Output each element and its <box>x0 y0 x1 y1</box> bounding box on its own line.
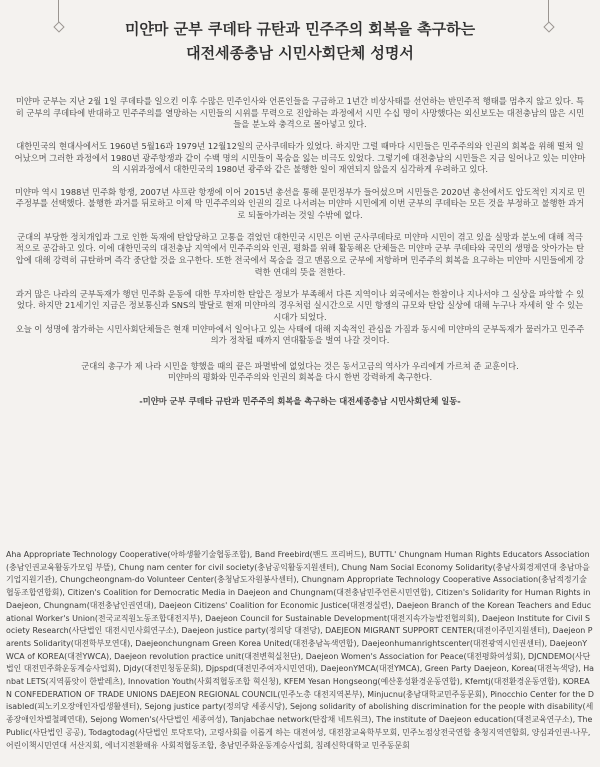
title-line-2: 대전세종충남 시민사회단체 성명서 <box>186 44 414 62</box>
statement-title <box>0 17 600 65</box>
paragraph-2: 대한민국의 현대사에서도 1960년 5월16과 1979년 12월12일의 군사쿠데타가 있었다. 하지만 그럴 때마다 시민들은 민주주의와 인권의 회복을 위해 떨쳐 일어났으며 그러한 과정에서 1980년 광주항쟁과 같이 수백 명의 시민들이 목숨을 잃는 비극도 있었다. 그렇기에 대전충남의 시민들은 지금 일어나고 있는 미얀마의 시위과정에서 대한민국의 1980년 광주와 같은 불행한 일이 재연되지 않을지 심각하게 우려하고 있다. <box>14 141 586 175</box>
participating-organizations: Aha Appropriate Technology Cooperative(아하생활기술협동조합), Band Freebird(밴드 프리버드), BUTTL' Chungnam Human Rights Educators Association(충남인권교육활동가모임 부뜰), Chung nam center for civil society(충남공익활동지원센터), Chung Nam Social Economy Solidarity(충남사회경제연대 충남마을기업지원기관), Chungcheongnam-do Volunteer Center(충청남도자원봉사센터), Chungnam Appropriate Technology Cooperative Association(충남적정기술협동조합연합회), Citizen's Coalition for Democratic Media in Daejeon and Chungnam(대전충남민주언론시민연합), Citizen's Solidarity for Human Rights in Daejeon, Chungnam(대전충남인권연대), Daejeon Citizens' Coalition for Economic Justice(대전경실련), Daejeon Branch of the Korean Teachers and Educational Worker's Union(전국교직원노동조합대전지부), Daejeon Council for Sustainable Development(대전지속가능발전협의회), Daejeon Institute for Civil Society Research(사단법인 대전시민사회연구소), Daejeon justice party(정의당 대전당), DAEJEON MIGRANT SUPPORT CENTER(대전이주민지원센터), Daejeon Parents Solidarity(대전학부모연대), Daejeonchungnam Green Korea United(대전충남녹색연합), Daejeonhumanrightscenter(대전광역시인권센터), DaejeonYWCA of KOREA(대전YWCA), Daejeon revolution practice unit(대전변혁실천단), Daejeon Women's Association for Peace(대전평화여성회), DJCNDEMO(사단법인 대전민주화운동계승사업회), Djdy(대전민청동문회), Djpspd(대전민주여자시민연대), DaejeonYMCA(대전YMCA), Green Party Daejeon, Korea(대전녹색당), Hanbat LETS(지역품앗이 한밭레츠), Innovation Youth(사회적협동조합 혁신청), KFEM Yesan Hongseong(예산홍성환경운동연합), Kfemtj(대전환경운동연합), KOREAN CONFEDERATION OF TRADE UNIONS DAEJEON REGIONAL COUNCIL(민주노총 대전지역본부), Minjucnu(충남대학교민주동문회), Pinocchio Center for the Disabled(피노키오장애인자립생활센터), Sejong justice party(정의당 세종시당), Sejong solidarity of abolishing discrimination for the people with disability(세종장애인차별철폐연대), Sejong Women's(사단법인 세종여성), Tanjabchae network(탄잡채 네트워크), The institute of Daejeon education(대전교육연구소), The Public(사단법인 공공), Todagtodag(사단법인 토닥토닥), 고령사회를 이롭게 하는 대전여성, 대전참교육학부모회, 민주노점상전국연합 충청지역연합회, 양심과인권-나무, 어린이책시민연대 서산지회, 에너지전환해유 사회적협동조합, 충남민주화운동계승사업회, 침례신학대학교 민주동문회 <box>6 550 594 750</box>
paragraph-3: 미얀마 역시 1988년 민주화 항쟁, 2007년 샤프란 항쟁에 이어 2015년 총선을 통해 문민정부가 들어섰으며 시민들은 2020년 총선에서도 압도적인 지지로 민주정부를 선택했다. 불행한 과거를 뒤로하고 이제 막 민주주의와 인권의 길로 나서려는 미얀마 시민에게 이번 군부의 쿠데타는 모든 것을 부정하고 불행한 과거로 되돌아가려는 것일 수밖에 없다. <box>14 186 585 220</box>
signature-line: -미얀마 군부 쿠데타 규탄과 민주주의 회복을 촉구하는 대전세종충남 시민사회단체 일동- <box>139 395 461 406</box>
paragraph-5: 과거 많은 나라의 군부독재가 행던 민주화 운동에 대한 무자비한 탄압은 정보가 부족해서 다른 지역이나 외국에서는 한참이나 지나서야 그 실상을 파악할 수 있었다. 하지만 21세기인 지금은 정보통신과 SNS의 발달로 현재 미얀마의 경우처럼 실시간으로 시민 항쟁의 규모와 탄압 실상에 대해 누구나 자세히 알 수 있는 시대가 되었다. <box>15 288 585 322</box>
paragraph-4: 군대의 부당한 정치개입과 그로 인한 독재에 탄압당하고 고통을 겪었던 대한민국 시민은 이번 군사쿠데타로 미얀마 시민이 겪고 있을 실망과 분노에 대해 적극적으로 공감하고 있다. 이에 대한민국의 대전충남 지역에서 민주주의와 인권, 평화를 위해 활동해온 단체들은 미얀마 군부 쿠데타와 국민의 생명을 앗아가는 탄압에 대해 강력히 규탄하며 즉각 중단할 것을 요구한다. 또한 전국에서 목숨을 걸고 맨몸으로 군부에 저항하며 민주주의 회복을 요구하는 미얀마 시민들에게 강력한 연대의 뜻을 전한다. <box>15 231 585 277</box>
paragraph-7: 군대의 총구가 제 나라 시민을 향했을 때의 끝은 파멸밖에 없었다는 것은 동서고금의 역사가 우리에게 가르쳐 준 교훈이다. <box>81 360 519 371</box>
title-line-1: 미얀마 군부 쿠데타 규탄과 민주주의 회복을 촉구하는 <box>124 20 476 38</box>
paragraph-1: 미얀마 군부는 지난 2월 1일 쿠데타를 일으킨 이후 수많은 민주인사와 언론인들을 구금하고 1년간 비상사태를 선언하는 반민주적 행태를 멈추지 않고 있다. 특히 군부의 쿠데타에 반대하고 민주주의를 열망하는 시민들의 시위를 무력으로 진압하는 과정에서 시민 수십 명이 사망했다는 외신보도는 대전충남의 많은 시민들을 분노와 충격으로 몰아넣고 있다. <box>15 96 585 130</box>
paragraph-6: 오늘 이 성명에 참가하는 시민사회단체들은 현재 미얀마에서 일어나고 있는 사태에 대해 지속적인 관심을 가짐과 동시에 미얀마의 군부독재가 물러가고 민주주의가 정착될 때까지 연대활동을 벌여 나갈 것이다. <box>15 323 585 346</box>
paragraph-8: 미얀마의 평화와 민주주의와 인권의 회복을 다시 한번 강력하게 촉구한다. <box>167 372 433 383</box>
statement-body <box>14 96 586 418</box>
